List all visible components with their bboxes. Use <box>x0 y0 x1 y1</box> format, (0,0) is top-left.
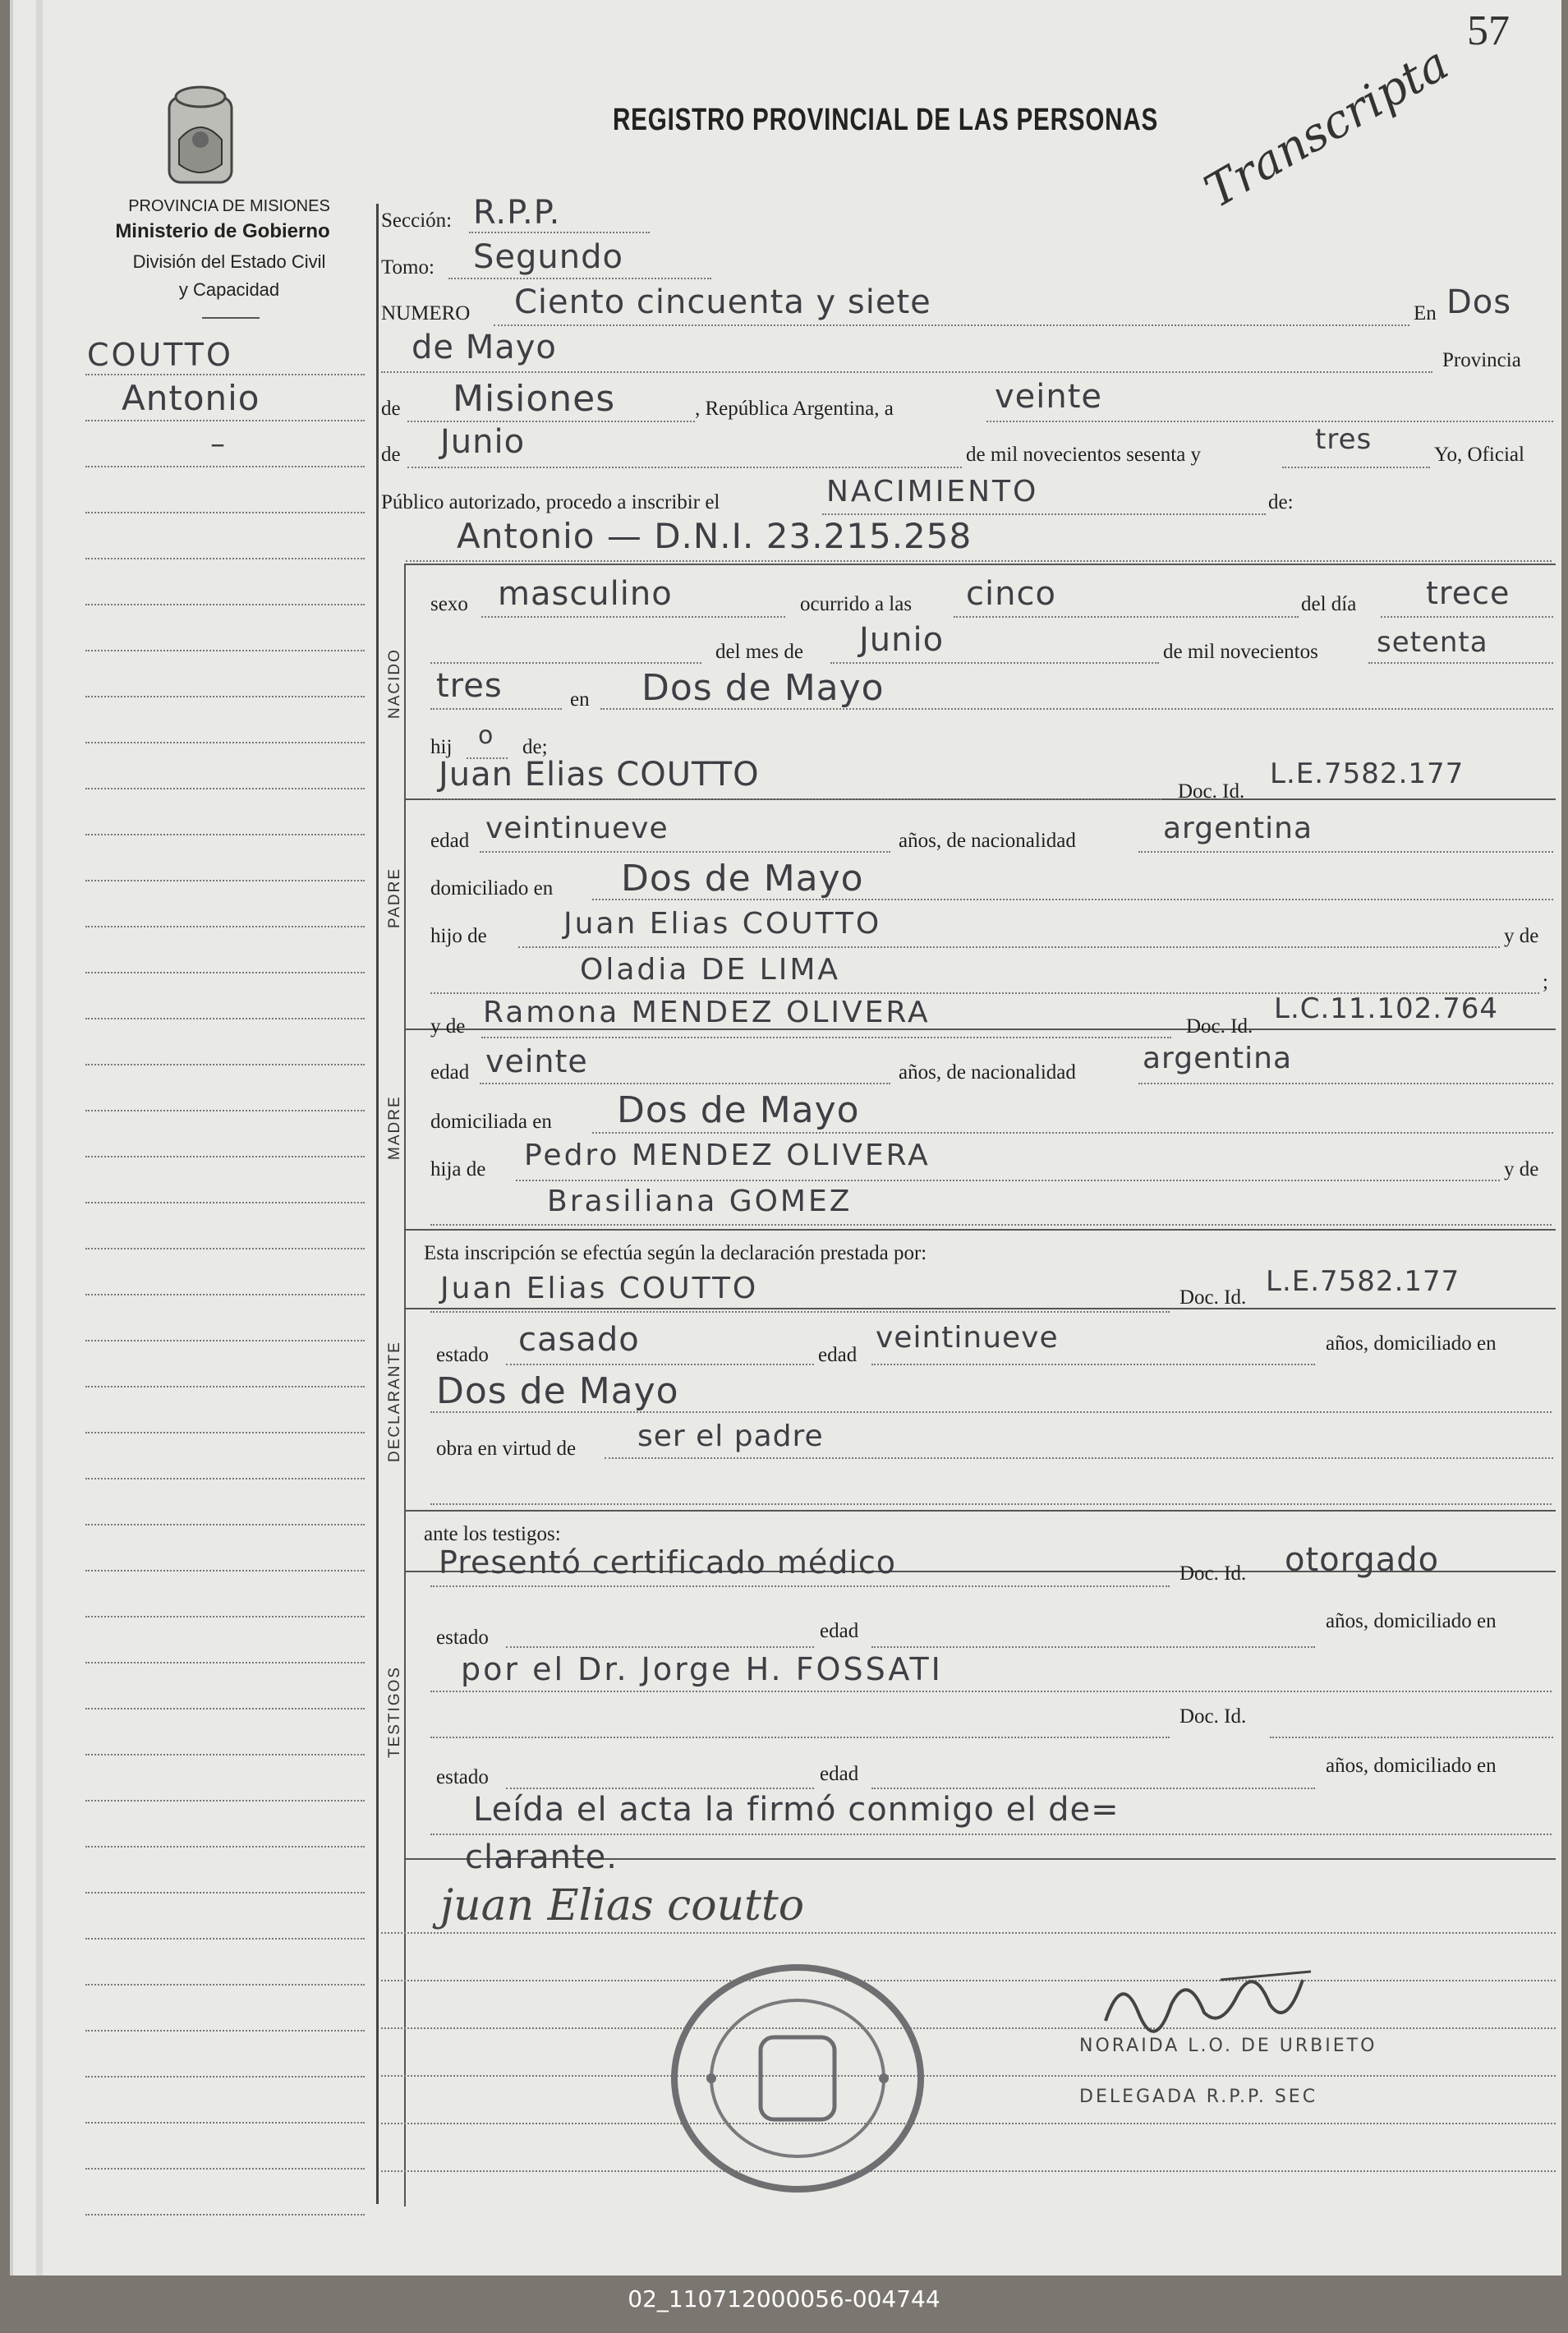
entry-padre-edad: veintinueve <box>485 812 669 845</box>
label-anos-dom-declarante: años, domiciliado en <box>1326 1332 1497 1355</box>
line-anio-nac <box>1368 662 1553 664</box>
line-provincia <box>407 421 695 422</box>
page-number: 57 <box>1467 7 1510 54</box>
entry-sexo: masculino <box>498 575 673 613</box>
line-padre-nac <box>1138 851 1553 853</box>
line-numero <box>494 324 1409 326</box>
label-edad-testigo-2: edad <box>820 1763 859 1785</box>
line-obra <box>605 1457 1553 1459</box>
line-signature-5 <box>381 2123 1556 2124</box>
entry-abuelo-pat: Juan Elias COUTTO <box>563 907 882 941</box>
margin-line <box>85 1110 365 1111</box>
label-edad-madre: edad <box>430 1061 470 1084</box>
label-hijo-de: hijo de <box>430 925 487 947</box>
margin-line <box>85 1340 365 1341</box>
margin-line <box>85 1248 365 1249</box>
margin-line <box>85 880 365 881</box>
margin-line <box>85 2168 365 2170</box>
label-obra: obra en virtud de <box>436 1438 577 1460</box>
label-de-mil-1: de mil novecientos sesenta y <box>966 444 1202 466</box>
line-signature-3 <box>381 2027 1556 2029</box>
line-madre-dom <box>592 1132 1553 1134</box>
label-doc-id-testigo-1: Doc. Id. <box>1179 1562 1247 1585</box>
label-sexo: sexo <box>430 593 468 615</box>
entry-testigo-1-dom: por el Dr. Jorge H. FOSSATI <box>461 1651 943 1687</box>
line-cierre-1 <box>430 1834 1552 1835</box>
entry-declarante-edad: veintinueve <box>876 1321 1059 1355</box>
entry-obra: ser el padre <box>637 1420 824 1453</box>
label-en-2: en <box>570 688 590 711</box>
label-estado-testigo-2: estado <box>436 1766 489 1788</box>
entry-declarante-doc: L.E.7582.177 <box>1266 1265 1460 1298</box>
label-estado-testigo-1: estado <box>436 1627 489 1649</box>
entry-hij-letter: o <box>478 721 494 750</box>
entry-declarante-estado: casado <box>518 1321 640 1359</box>
divider-madre-bottom <box>406 1229 1556 1231</box>
margin-line <box>85 1984 365 1986</box>
entry-en-2: de Mayo <box>412 329 557 366</box>
entry-anio: tres <box>1315 423 1373 456</box>
entry-abuela-mat: Brasiliana GOMEZ <box>547 1185 853 1218</box>
official-signature-icon <box>1097 1955 1327 2037</box>
margin-ministerio: Ministerio de Gobierno <box>115 220 330 242</box>
line-hora <box>954 616 1299 618</box>
margin-line <box>85 466 365 467</box>
entry-en-1: Dos <box>1446 283 1512 321</box>
line-anio <box>1282 467 1430 468</box>
entry-lugar-nac: Dos de Mayo <box>641 667 885 709</box>
margin-line <box>85 972 365 973</box>
line-sexo <box>481 616 785 618</box>
line-abuelo-pat <box>518 946 1500 948</box>
line-abuela-mat <box>430 1224 1552 1226</box>
line-edad-testigo-2 <box>871 1788 1315 1789</box>
entry-abuela-pat: Oladia DE LIMA <box>580 953 841 987</box>
entry-padre-doc: L.E.7582.177 <box>1270 757 1465 790</box>
line-padre-nombre <box>430 798 1161 800</box>
margin-line <box>85 2214 365 2216</box>
margin-division: División del Estado Civil <box>132 251 326 272</box>
line-blank-nac <box>430 662 701 664</box>
margin-line <box>85 834 365 835</box>
line-signature-2 <box>381 1980 1556 1981</box>
line-padre-edad <box>480 851 890 853</box>
label-doc-id-padre: Doc. Id. <box>1178 780 1245 803</box>
label-doc-id-madre: Doc. Id. <box>1186 1015 1253 1038</box>
line-declarante-edad <box>871 1364 1315 1365</box>
entry-nombre: Antonio — D.N.I. 23.215.258 <box>457 516 973 556</box>
line-testigo-2-doc <box>1270 1737 1553 1738</box>
margin-dash: – <box>210 427 226 461</box>
main-frame-left <box>376 204 379 2204</box>
line-madre-nombre <box>481 1037 1171 1038</box>
margin-given-name: Antonio <box>122 378 260 418</box>
label-edad-testigo-1: edad <box>820 1620 859 1642</box>
label-hija-de: hija de <box>430 1158 486 1180</box>
label-seccion: Sección: <box>381 209 453 232</box>
label-numero: NUMERO <box>381 302 471 324</box>
margin-line <box>85 1432 365 1433</box>
margin-surname: COUTTO <box>87 337 233 373</box>
entry-seccion: R.P.P. <box>473 194 561 232</box>
margin-line <box>85 1018 365 1019</box>
margin-line <box>85 512 365 513</box>
line-signature-6 <box>381 2170 1556 2172</box>
line-mes <box>407 467 962 468</box>
label-anos-dom-testigo-2: años, domiciliado en <box>1326 1755 1497 1777</box>
side-label-madre: MADRE <box>386 1095 403 1160</box>
transcribed-stamp: Transcripta <box>1196 36 1458 219</box>
label-dom-madre: domiciliada en <box>430 1111 552 1133</box>
label-y-de-padre: y de <box>1504 925 1539 947</box>
entry-testigo-1: Presentó certificado médico <box>439 1544 897 1581</box>
label-semicolon: ; <box>1543 971 1548 993</box>
line-declarante-estado <box>506 1364 814 1365</box>
margin-line <box>85 1386 365 1387</box>
label-testigos: ante los testigos: <box>424 1523 561 1545</box>
line-anio-nac-2 <box>430 708 562 710</box>
entry-hora: cinco <box>966 575 1056 613</box>
margin-line <box>85 1616 365 1617</box>
margin-line <box>85 1938 365 1940</box>
entry-cierre-1: Leída el acta la firmó conmigo el de= <box>473 1791 1120 1829</box>
line-testigo-1-dom <box>430 1691 1552 1692</box>
side-label-testigos: TESTIGOS <box>386 1665 403 1758</box>
entry-declarante-nombre: Juan Elias COUTTO <box>440 1272 759 1305</box>
label-y-de-mat: y de <box>1504 1158 1539 1180</box>
line-seccion <box>469 232 650 233</box>
margin-line <box>85 696 365 697</box>
label-anos-nac-madre: años, de nacionalidad <box>899 1061 1076 1084</box>
label-ocurrido: ocurrido a las <box>800 593 913 615</box>
divider-declarante-bottom <box>406 1510 1556 1512</box>
margin-line <box>85 1708 365 1709</box>
entry-madre-edad: veinte <box>485 1043 588 1079</box>
label-edad-declarante: edad <box>818 1344 858 1366</box>
margin-line <box>85 1156 365 1157</box>
margin-line <box>85 1524 365 1525</box>
entry-padre-nac: argentina <box>1163 812 1313 845</box>
register-page <box>10 0 1561 2275</box>
entry-cierre-2: clarante. <box>465 1838 618 1876</box>
label-del-mes: del mes de <box>715 641 803 663</box>
label-doc-id-testigo-2: Doc. Id. <box>1179 1705 1247 1728</box>
entry-madre-dom: Dos de Mayo <box>617 1089 860 1131</box>
line-estado-testigo-1 <box>506 1646 814 1648</box>
line-estado-testigo-2 <box>506 1788 814 1789</box>
line-dia-nac <box>1381 616 1553 618</box>
label-inscripcion: Esta inscripción se efectúa según la declaración prestada por: <box>424 1242 927 1264</box>
official-name: NORAIDA L.O. DE URBIETO <box>1079 2036 1377 2056</box>
label-del-dia: del día <box>1301 593 1357 615</box>
margin-line <box>85 1892 365 1894</box>
entry-madre-doc: L.C.11.102.764 <box>1274 992 1498 1025</box>
margin-line <box>85 1846 365 1848</box>
line-signature-4 <box>381 2075 1556 2077</box>
label-anos-dom-testigo-1: años, domiciliado en <box>1326 1610 1497 1632</box>
label-provincia: Provincia <box>1442 349 1521 371</box>
margin-line <box>85 2076 365 2078</box>
divider-declarante-top <box>406 1308 1556 1309</box>
margin-line <box>85 558 365 559</box>
entry-padre-nombre: Juan Elias COUTTO <box>439 756 760 794</box>
entry-madre-nombre: Ramona MENDEZ OLIVERA <box>483 996 931 1029</box>
entry-testigo-1-doc: otorgado <box>1285 1541 1440 1579</box>
margin-line <box>85 1064 365 1065</box>
label-edad-padre: edad <box>430 830 470 852</box>
official-seal-icon <box>662 1955 933 2202</box>
margin-line <box>85 650 365 651</box>
line-nombre <box>406 560 1552 562</box>
line-declarante-dom <box>430 1411 1552 1413</box>
line-padre-dom <box>592 899 1553 900</box>
line-tomo <box>448 278 711 279</box>
line-abuelo-mat <box>516 1180 1500 1181</box>
entry-anio-nac-2: tres <box>436 667 503 705</box>
entry-abuelo-mat: Pedro MENDEZ OLIVERA <box>524 1139 931 1172</box>
line-dia <box>986 421 1553 422</box>
entry-tomo: Segundo <box>473 238 623 276</box>
divider-nacido-left <box>404 564 406 2206</box>
image-caption: 02_110712000056-004744 <box>628 2285 940 2312</box>
entry-dia-nac: trece <box>1426 575 1511 611</box>
margin-line <box>85 1294 365 1295</box>
margin-line <box>85 1570 365 1571</box>
entry-padre-dom: Dos de Mayo <box>621 858 864 900</box>
coat-of-arms-icon <box>163 82 238 189</box>
label-anos-nac-padre: años, de nacionalidad <box>899 830 1076 852</box>
label-publico: Público autorizado, procedo a inscribir el <box>381 491 720 513</box>
label-de-1: de <box>381 398 401 420</box>
line-en-2 <box>381 371 1432 373</box>
margin-provincia: PROVINCIA DE MISIONES <box>128 197 330 215</box>
side-label-padre: PADRE <box>386 867 403 928</box>
label-tomo: Tomo: <box>381 256 435 278</box>
line-mes-nac <box>830 662 1159 664</box>
margin-line <box>85 420 365 421</box>
entry-mes-nac: Junio <box>859 621 945 659</box>
margin-line <box>85 788 365 789</box>
entry-mes: Junio <box>440 423 526 461</box>
divider-nacido-top <box>406 564 1556 565</box>
declarant-signature: juan Elias coutto <box>440 1881 805 1930</box>
side-label-nacido: NACIDO <box>386 648 403 719</box>
entry-madre-nac: argentina <box>1143 1042 1293 1075</box>
margin-line <box>85 926 365 927</box>
entry-numero: Ciento cincuenta y siete <box>514 283 931 321</box>
line-obra-2 <box>430 1503 1552 1505</box>
label-hij: hij <box>430 736 453 758</box>
margin-heading-rule <box>202 317 260 319</box>
side-label-declarante: DECLARANTE <box>386 1341 403 1462</box>
line-signature-1 <box>381 1932 1556 1934</box>
official-title: DELEGADA R.P.P. SEC <box>1079 2087 1318 2107</box>
label-yo-oficial: Yo, Oficial <box>1434 444 1524 466</box>
register-title: REGISTRO PROVINCIAL DE LAS PERSONAS <box>613 103 1159 137</box>
entry-provincia: Misiones <box>453 378 616 420</box>
entry-acto: NACIMIENTO <box>826 475 1039 508</box>
line-testigo-1 <box>430 1585 1170 1587</box>
margin-line <box>85 2122 365 2124</box>
label-republica: , República Argentina, a <box>695 398 894 420</box>
label-de-2: de <box>381 444 401 466</box>
entry-declarante-dom: Dos de Mayo <box>436 1370 679 1412</box>
margin-line <box>85 604 365 605</box>
label-dom-padre: domiciliado en <box>430 877 554 900</box>
margin-line <box>85 742 365 743</box>
margin-line <box>85 1202 365 1203</box>
margin-line <box>85 1662 365 1663</box>
entry-anio-nac-1: setenta <box>1377 626 1488 659</box>
label-de-semi: de; <box>522 736 548 758</box>
label-doc-id-declarante: Doc. Id. <box>1179 1286 1247 1309</box>
line-madre-nac <box>1138 1083 1553 1084</box>
label-en: En <box>1414 302 1437 324</box>
label-estado-declarante: estado <box>436 1344 489 1366</box>
label-de-colon: de: <box>1268 491 1294 513</box>
line-lugar-nac <box>600 708 1553 710</box>
label-de-mil-2: de mil novecientos <box>1163 641 1318 663</box>
margin-line <box>85 1754 365 1756</box>
line-edad-testigo-1 <box>871 1646 1315 1648</box>
entry-dia: veinte <box>995 378 1103 416</box>
line-madre-edad <box>480 1083 890 1084</box>
margin-line <box>85 1800 365 1802</box>
line-acto <box>822 513 1266 515</box>
margin-line <box>85 374 365 375</box>
label-y-de-madre: y de <box>430 1015 466 1038</box>
margin-capacidad: y Capacidad <box>178 279 280 300</box>
line-declarante-nombre <box>430 1311 1170 1313</box>
margin-line <box>85 2030 365 2032</box>
margin-line <box>85 1478 365 1479</box>
line-testigo-2 <box>430 1737 1170 1738</box>
